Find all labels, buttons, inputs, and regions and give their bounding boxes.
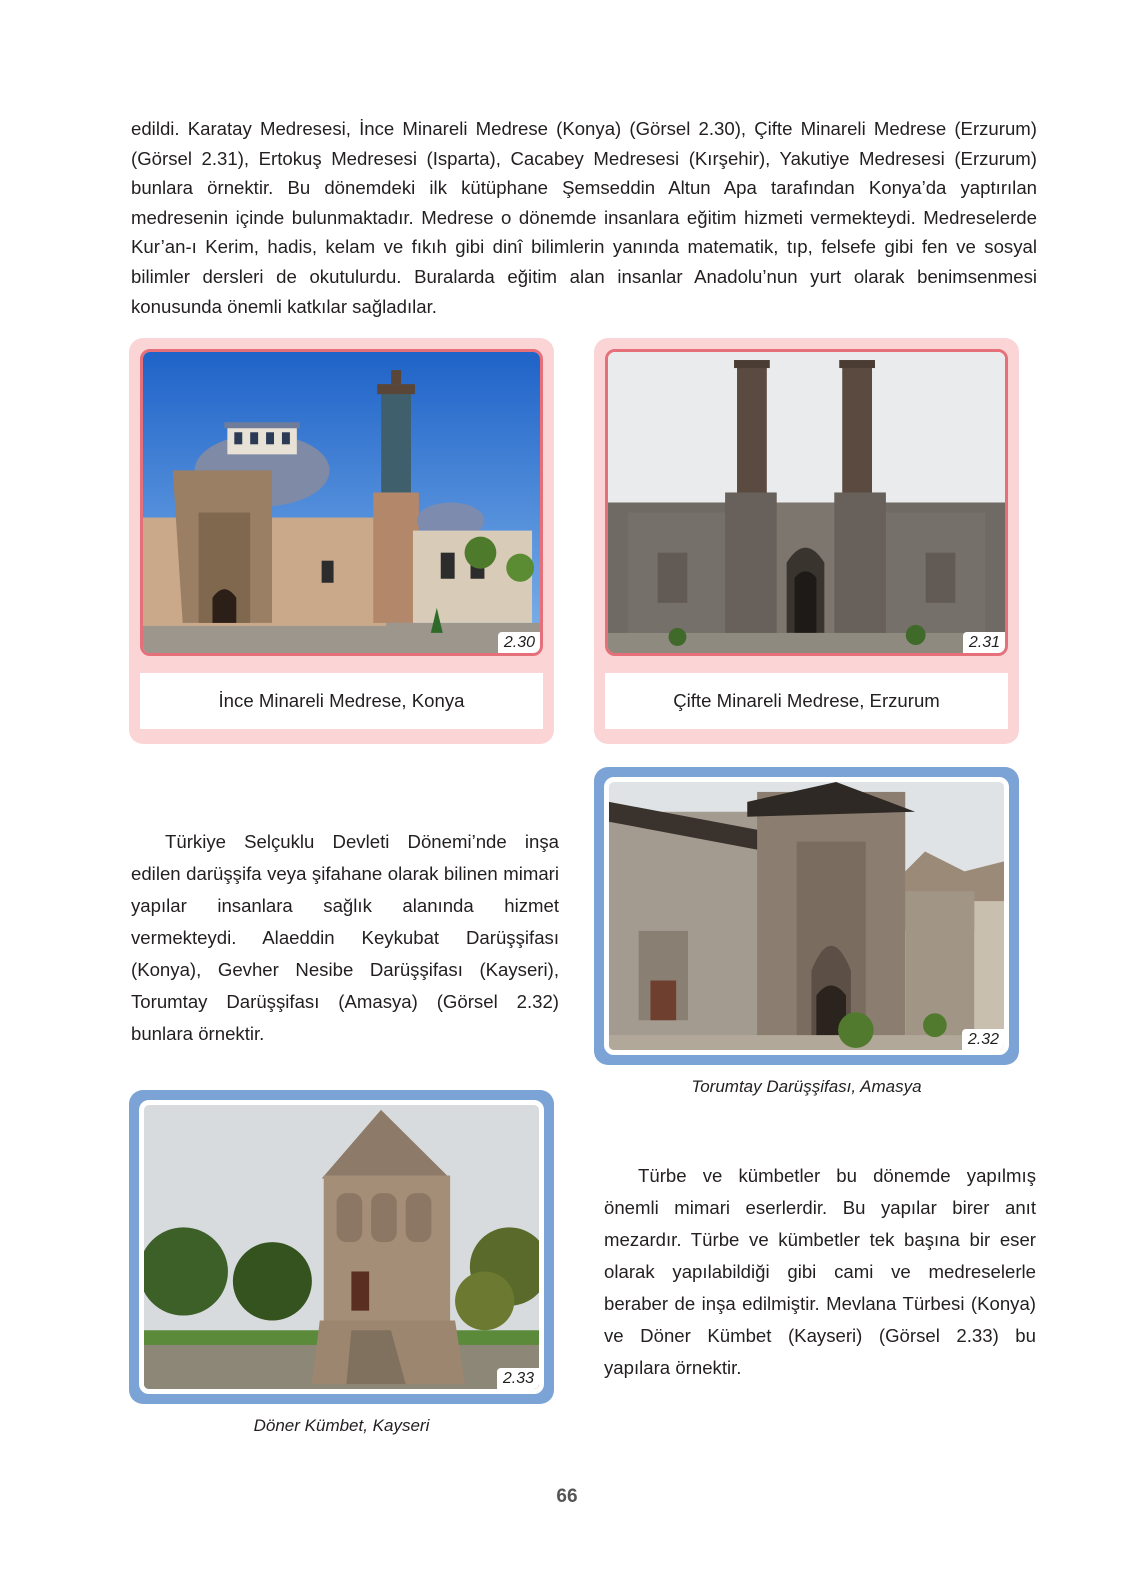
figure-number-2-33: 2.33 xyxy=(497,1368,539,1389)
figure-number-2-32: 2.32 xyxy=(962,1029,1004,1050)
photo-ince-minareli-medrese xyxy=(140,349,543,656)
torumtay-illustration xyxy=(609,782,1004,1050)
doner-kumbet-illustration xyxy=(144,1105,539,1389)
caption-doner-kumbet: Döner Kümbet, Kayseri xyxy=(253,1416,430,1435)
figure-card-2-32 xyxy=(594,767,1019,1065)
page-number: 66 xyxy=(556,1486,578,1507)
photo-doner-kumbet xyxy=(139,1100,544,1394)
intro-paragraph xyxy=(131,114,1037,321)
caption-ince-minareli: İnce Minareli Medrese, Konya xyxy=(140,673,543,729)
caption-cifte-minareli: Çifte Minareli Medrese, Erzurum xyxy=(605,673,1008,729)
figure-number-2-30: 2.30 xyxy=(498,632,540,653)
figure-card-2-31 xyxy=(594,338,1019,744)
turbe-text: Türbe ve kümbetler bu dönemde yapılmış önemli mimari eserlerdir. Bu yapılar birer anıt mezardır. Türbe ve kümbetler tek başına bir eser olarak yapılabildiği gibi cami ve medreselerle beraber de inşa edilmiştir. Mevlana Türbesi (Konya) ve Döner Kümbet (Kayseri) (Görsel 2.33) bu yapılara örnektir. xyxy=(604,1165,1036,1378)
cifte-minareli-illustration xyxy=(608,352,1005,653)
photo-cifte-minareli-medrese xyxy=(605,349,1008,656)
darussifa-paragraph xyxy=(131,826,559,1050)
photo-torumtay-darussifasi xyxy=(604,777,1009,1055)
intro-text: edildi. Karatay Medresesi, İnce Minareli Medrese (Konya) (Görsel 2.30), Çifte Minareli Medrese (Erzurum) (Görsel 2.31), Ertokuş Medresesi (Isparta), Cacabey Medresesi (Kırşehir), Yakutiye Medresesi (Erzurum) bunlara örnektir. Bu dönemdeki ilk kütüphane Şemseddin Altun Apa tarafından Konya’da yaptırılan medresenin içinde bulunmaktadır. Medrese o dönemde insanlara eğitim hizmeti vermekteydi. Medreselerde Kur’an-ı Kerim, hadis, kelam ve fıkıh gibi dinî bilimlerin yanında matematik, tıp, felsefe gibi fen ve sosyal bilimler dersleri de okutulurdu. Buralarda eğitim alan insanlar Anadolu’nun yurt olarak benimsenmesi konusunda önemli katkılar sağladılar. xyxy=(131,118,1037,317)
figure-number-2-31: 2.31 xyxy=(963,632,1005,653)
caption-torumtay: Torumtay Darüşşifası, Amasya xyxy=(691,1077,922,1096)
figure-card-2-33 xyxy=(129,1090,554,1404)
darussifa-text: Türkiye Selçuklu Devleti Dönemi’nde inşa edilen darüşşifa veya şifahane olarak bilinen mimari yapılar insanlara sağlık alanında hizmet vermekteydi. Alaeddin Keykubat Darüşşifası (Konya), Gevher Nesibe Darüşşifası (Kayseri), Torumtay Darüşşifası (Amasya) (Görsel 2.32) bunlara örnektir. xyxy=(131,831,559,1044)
turbe-paragraph xyxy=(604,1160,1036,1384)
ince-minareli-illustration xyxy=(143,352,540,653)
figure-card-2-30 xyxy=(129,338,554,744)
